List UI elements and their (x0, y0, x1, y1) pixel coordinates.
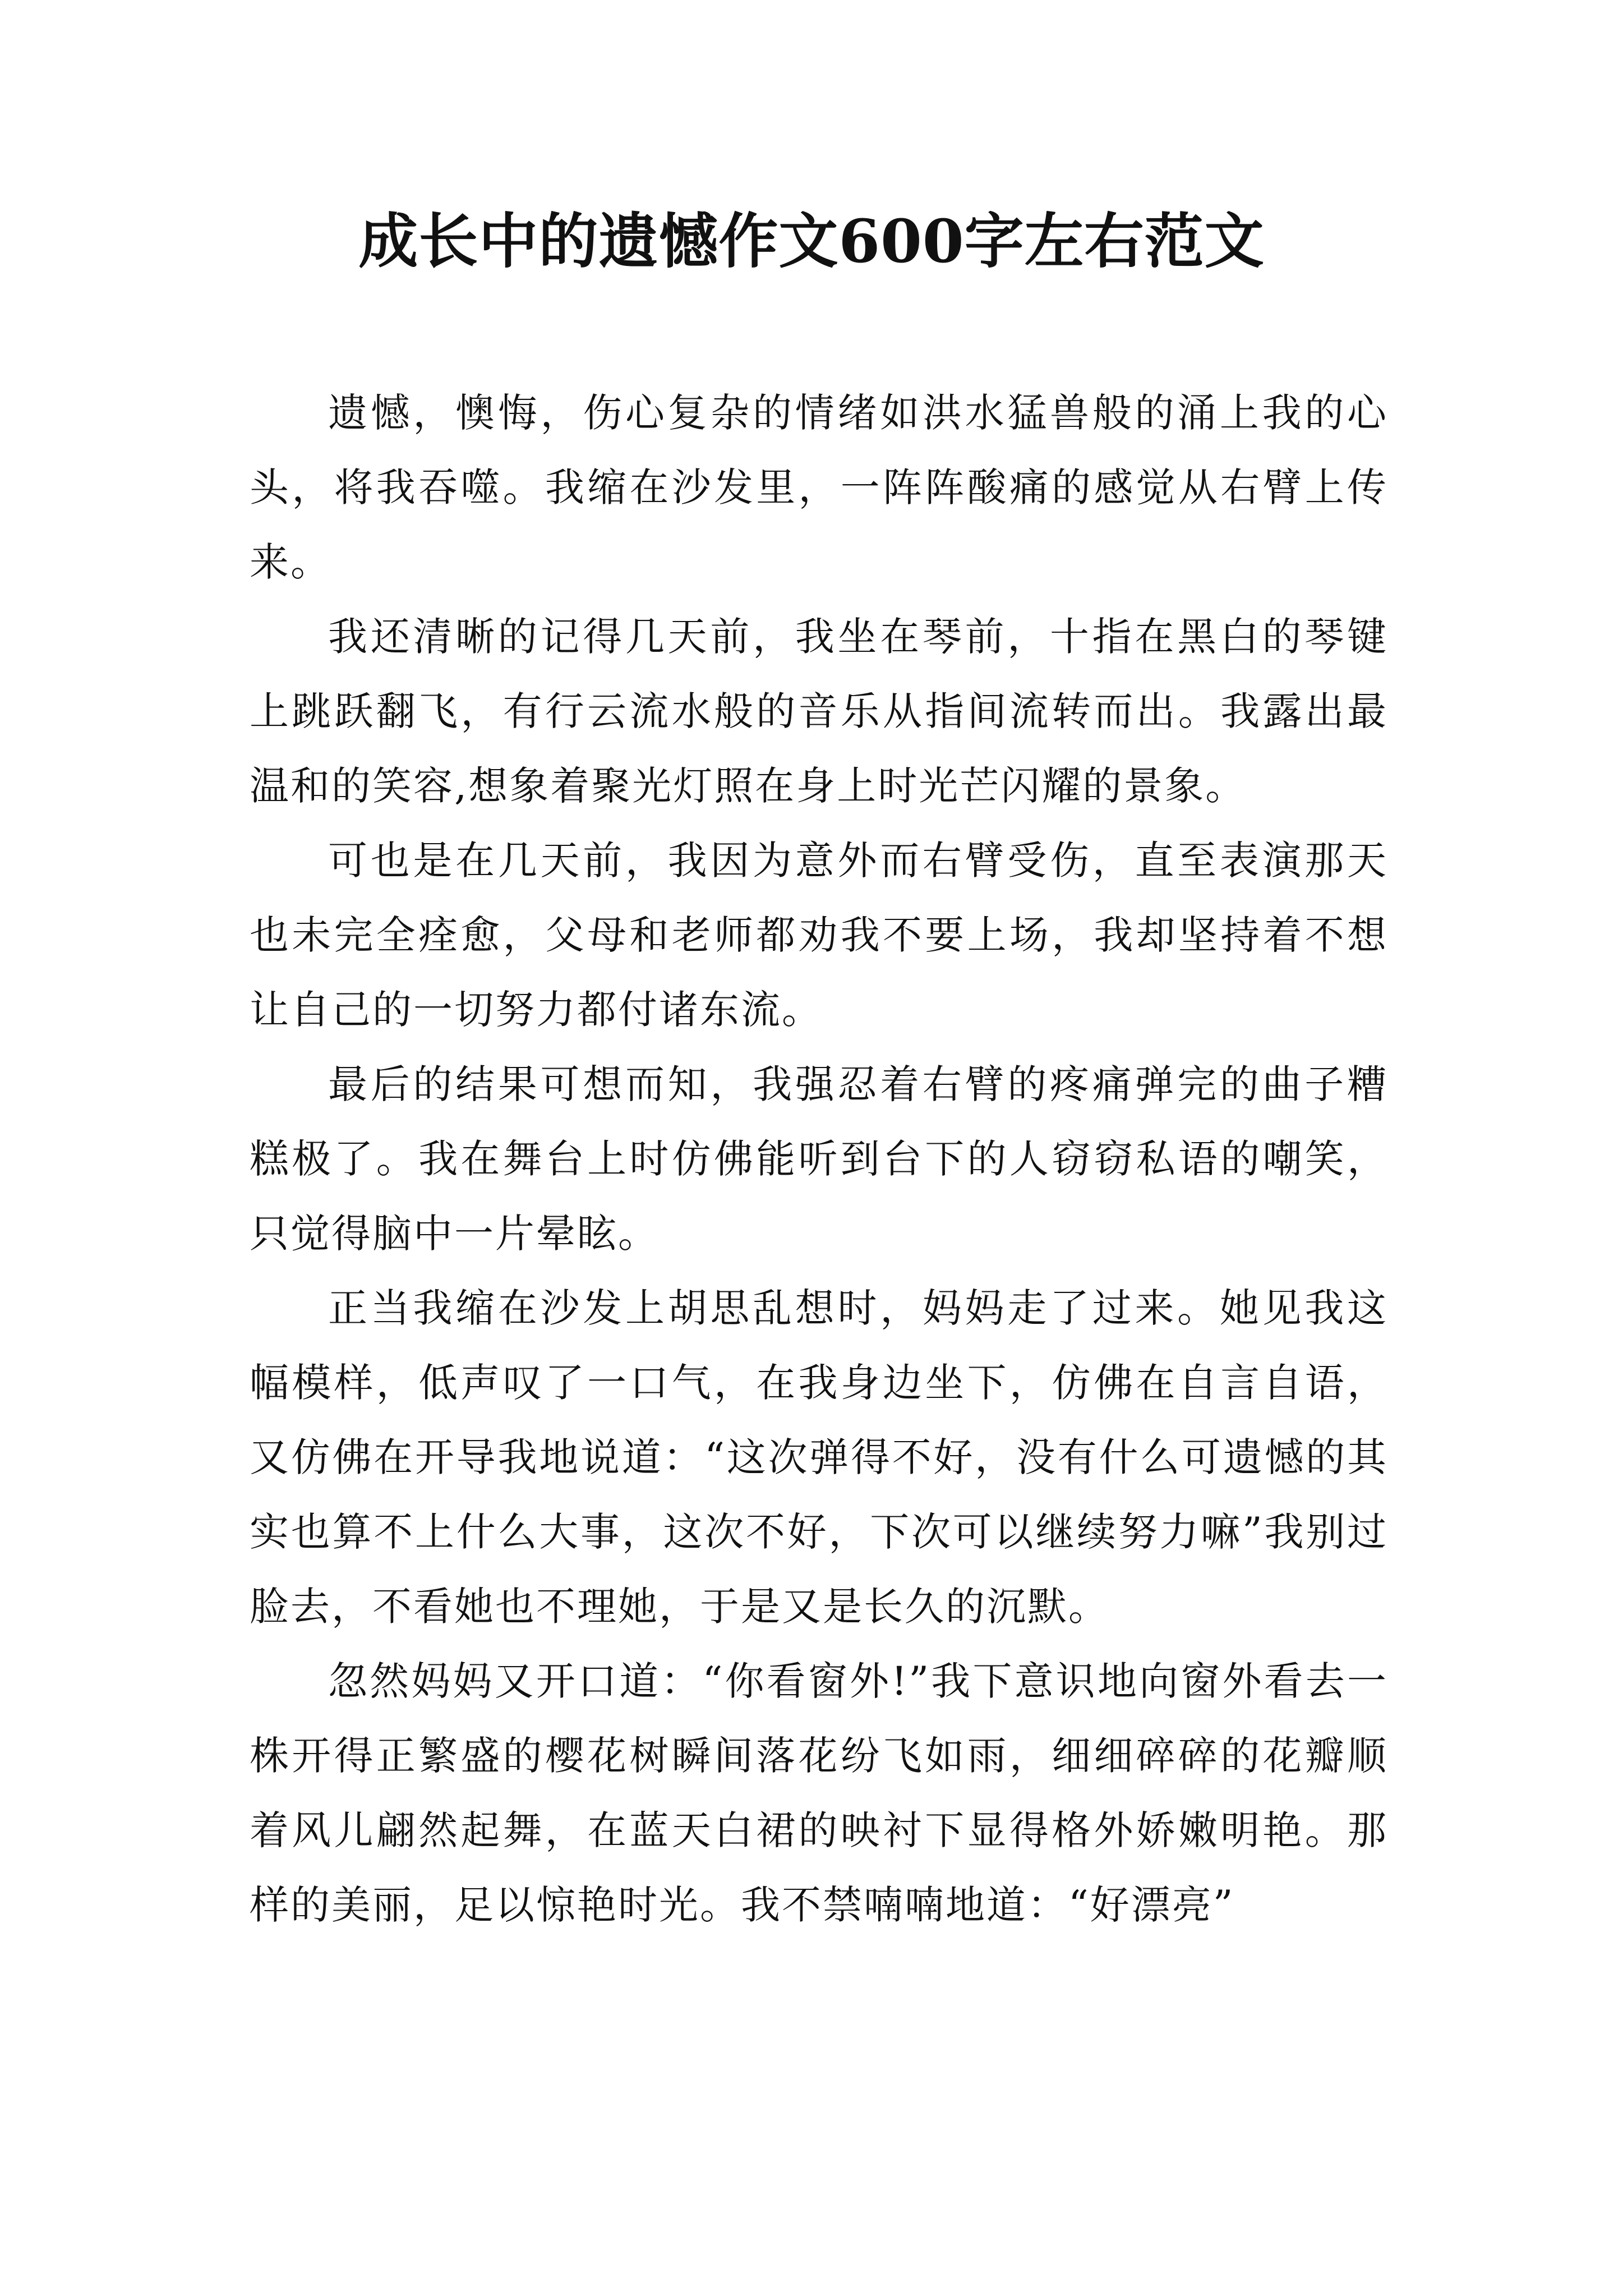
paragraph: 忽然妈妈又开口道：“你看窗外!”我下意识地向窗外看去一株开得正繁盛的樱花树瞬间落花纷飞如雨，细细碎碎的花瓣顺着风儿翩然起舞，在蓝天白裙的映衬下显得格外娇嫩明艳。那样的美丽，足以惊艳时光。我不禁喃喃地道：“好漂亮” (250, 1658, 1388, 1928)
paragraph: 正当我缩在沙发上胡思乱想时，妈妈走了过来。她见我这幅模样，低声叹了一口气，在我身边坐下，仿佛在自言自语，又仿佛在开导我地说道：“这次弹得不好，没有什么可遗憾的其实也算不上什么大事，这次不好，下次可以继续努力嘛”我别过脸去，不看她也不理她，于是又是长久的沉默。 (250, 1285, 1388, 1630)
paragraph: 最后的结果可想而知，我强忍着右臂的疼痛弹完的曲子糟糕极了。我在舞台上时仿佛能听到台下的人窃窃私语的嘲笑，只觉得脑中一片晕眩。 (250, 1061, 1388, 1257)
document-body (250, 376, 1388, 1943)
paragraph: 可也是在几天前，我因为意外而右臂受伤，直至表演那天也未完全痊愈，父母和老师都劝我不要上场，我却坚持着不想让自己的一切努力都付诸东流。 (250, 838, 1388, 1033)
paragraph: 遗憾，懊悔，伤心复杂的情绪如洪水猛兽般的涌上我的心头，将我吞噬。我缩在沙发里，一阵阵酸痛的感觉从右臂上传来。 (250, 390, 1388, 585)
paragraph: 我还清晰的记得几天前，我坐在琴前，十指在黑白的琴键上跳跃翻飞，有行云流水般的音乐从指间流转而出。我露出最温和的笑容,想象着聚光灯照在身上时光芒闪耀的景象。 (250, 614, 1388, 809)
document-title: 成长中的遗憾作文600字左右范文 (358, 206, 1265, 276)
